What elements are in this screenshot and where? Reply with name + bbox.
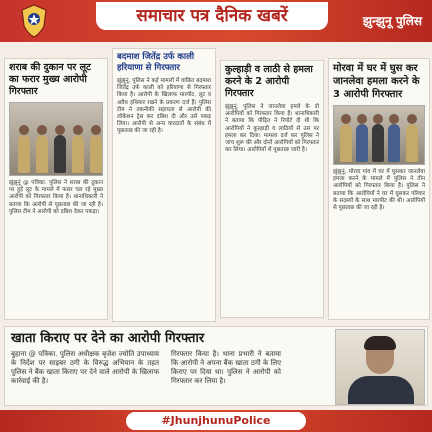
news-clipping-bank-account (4, 326, 428, 406)
police-emblem-icon (20, 4, 48, 38)
hashtag-label: #JhunjhunuPolice (126, 412, 306, 430)
clipping-photo (9, 102, 103, 176)
clipping-body: झुंझुनूं. पुलिस ने कई मामलों में वांछित बदमाश जितेंद्र उर्फ काली को हरियाणा से गिरफ्तार किया है। आरोपी के खिलाफ मारपीट, लूट व अवैध हथियार रखने के प्रकरण दर्ज हैं। पुलिस टीम ने तकनीकी सहायता से आरोपी की लोकेशन ट्रेस कर दबिश दी और उसे पकड़ लिया। आरोपी से अन्य वारदातों के संबंध में पूछताछ की जा रही है। (117, 78, 211, 135)
clipping-body-column-2: गिरफ्तार किया है। थाना प्रभारी ने बताया कि आरोपी ने अपना बैंक खाता ठगी के लिए किराए पर दिया था। पुलिस ने आरोपी को गिरफ्तार कर लिया है। (171, 350, 281, 385)
clipping-headline: शराब की दुकान पर लूट का फरार मुख्य आरोपी गिरफ्तार (9, 62, 91, 97)
news-clipping-robbery (4, 58, 108, 320)
clipping-photo (333, 105, 425, 165)
news-clipping-haryana-arrest (112, 48, 216, 322)
clipping-body: झुंझुनूं. मोरवा गांव में घर में घुसकर जानलेवा हमला करने के मामले में पुलिस ने तीन आरोपियों को गिरफ्तार किया है। पुलिस ने बताया कि आरोपियों ने घर में घुसकर परिवार के सदस्यों के साथ मारपीट की थी। आरोपियों से पूछताछ की जा रही है। (333, 169, 425, 212)
clipping-headline: कुल्हाड़ी व लाठी से हमला करने के 2 आरोपी गिरफ्तार (225, 64, 313, 99)
accused-portrait (335, 329, 425, 405)
news-clipping-morwa-attack (328, 58, 430, 320)
clipping-headline: मोरवा में घर में घुस कर जानलेवा हमला करने के 3 आरोपी गिरफ्तार (333, 63, 420, 100)
header-banner (0, 0, 432, 42)
clipping-headline: खाता किराए पर देने का आरोपी गिरफ्तार (11, 331, 205, 346)
footer-banner (0, 410, 432, 432)
news-clipping-axe-attack (220, 60, 324, 318)
clipping-body-column-1: बुहाना @ पत्रिका. पुलिस अधीक्षक बृजेश ज्योति उपाध्याय के निर्देश पर साइबर ठगी के विरुद्ध अभियान के तहत पुलिस ने बैंक खाता किराए पर देने वाले आरोपी के खिलाफ कार्रवाई की है। (11, 350, 159, 385)
page-title: समाचार पत्र दैनिक खबरें (96, 2, 328, 30)
clipping-headline: बदमाश जितेंद्र उर्फ काली हरियाणा से गिरफ्तार (117, 52, 195, 73)
clipping-body: झुंझुनूं. पुलिस ने जानलेवा हमले के दो आरोपियों को गिरफ्तार किया है। थानाधिकारी ने बताया कि पीड़ित ने रिपोर्ट दी थी कि आरोपियों ने कुल्हाड़ी व लाठियों से उस पर हमला कर दिया। मामला दर्ज कर पुलिस ने जांच शुरू की और दोनों आरोपियों को गिरफ्तार कर लिया। आरोपियों से पूछताछ जारी है। (225, 104, 319, 154)
clipping-body: झुंझुनूं @ पत्रिका. पुलिस ने शराब की दुकान पर हुई लूट के मामले में फरार चल रहे मुख्य आरोपी को गिरफ्तार किया है। थानाधिकारी ने बताया कि आरोपी से पूछताछ की जा रही है। पुलिस टीम ने आरोपी को दबिश देकर पकड़ा। (9, 180, 103, 215)
header-department-label: झुन्झुनू पुलिस (362, 14, 422, 28)
